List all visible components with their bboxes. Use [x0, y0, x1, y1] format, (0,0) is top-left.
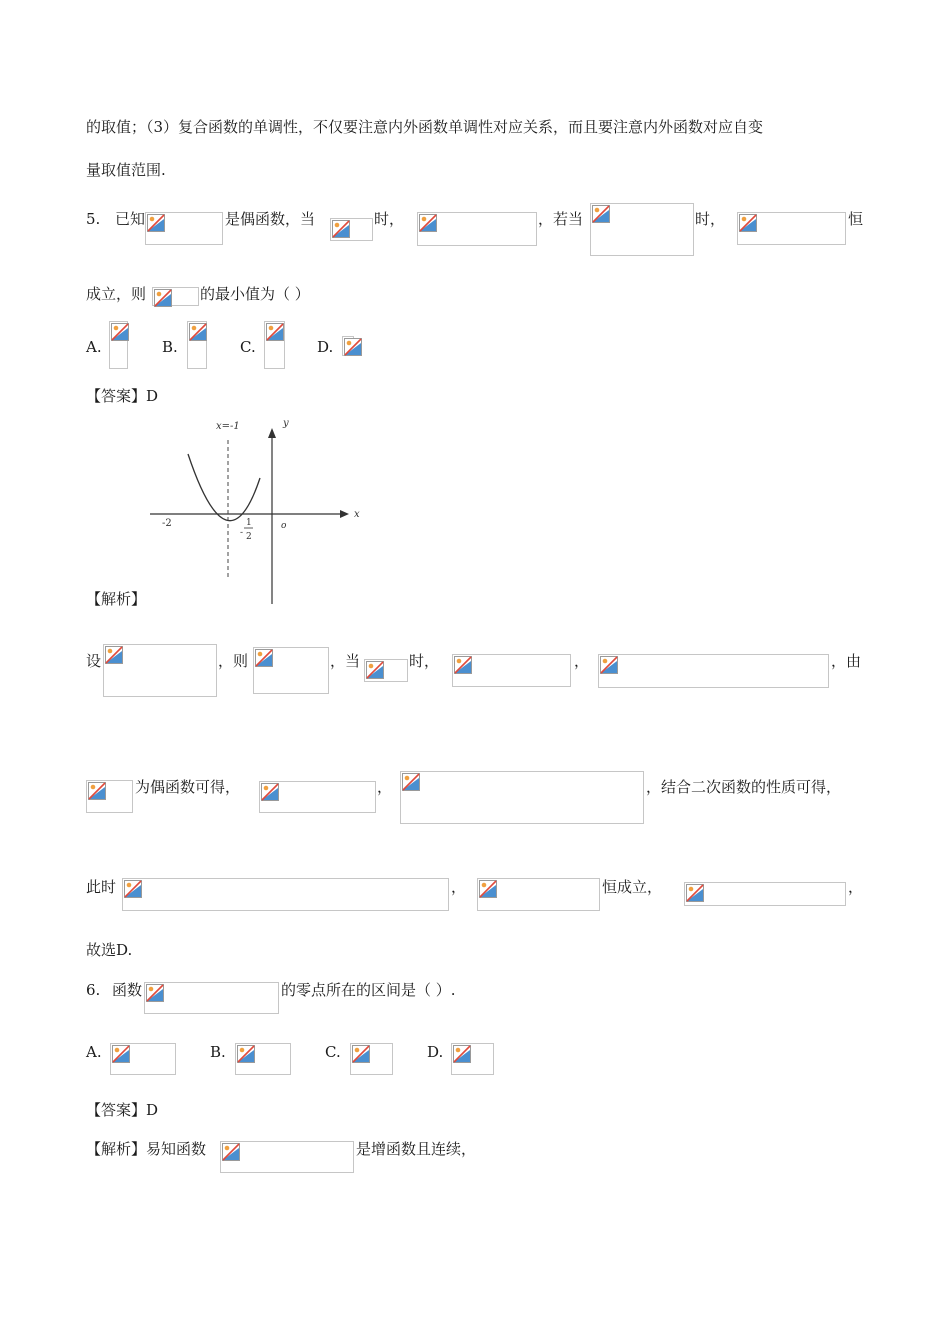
broken-image-icon: [344, 338, 362, 356]
formula-image: [737, 212, 846, 245]
option-d: D.: [427, 1043, 444, 1061]
broken-image-icon: [124, 880, 142, 898]
broken-image-icon: [88, 782, 106, 800]
analysis-text: ，当: [330, 652, 361, 670]
broken-image-icon: [332, 220, 350, 238]
analysis-text: 是增函数且连续，: [356, 1140, 477, 1158]
analysis-text: ，则: [218, 652, 249, 670]
intro-line-2: 量取值范围.: [86, 161, 166, 179]
formula-image: [400, 771, 644, 824]
formula-image: [350, 1043, 393, 1075]
q5-text: 已知: [115, 210, 146, 228]
q6-text: 函数: [112, 981, 143, 999]
formula-image: [590, 203, 694, 256]
answer-line: 【答案】D: [86, 1101, 159, 1119]
analysis-text: 设: [86, 652, 102, 670]
y-axis-label: y: [283, 418, 289, 429]
broken-image-icon: [105, 646, 123, 664]
formula-image: [417, 212, 537, 246]
option-b: B.: [210, 1043, 226, 1061]
q5-text: 是偶函数，当: [225, 210, 316, 228]
formula-image: [122, 878, 449, 911]
function-graph: [150, 418, 365, 608]
analysis-text: 时，: [409, 652, 440, 670]
origin-label: o: [281, 521, 287, 531]
conclusion-line: 故选D.: [86, 941, 133, 959]
q5-text: 恒: [848, 210, 864, 228]
formula-image: [220, 1141, 354, 1173]
broken-image-icon: [366, 661, 384, 679]
tick-label-denominator: 2: [246, 532, 252, 542]
formula-image: [86, 780, 133, 813]
formula-image: [259, 781, 376, 813]
x-axis-arrow: [340, 510, 349, 518]
formula-image: [264, 321, 285, 369]
analysis-text: ，: [377, 778, 393, 796]
analysis-label: 【解析】: [86, 590, 147, 608]
formula-image: [235, 1043, 291, 1075]
answer-line: 【答案】D: [86, 387, 159, 405]
tick-label-neg2: -2: [162, 518, 172, 529]
broken-image-icon: [419, 214, 437, 232]
broken-image-icon: [222, 1143, 240, 1161]
formula-image: [110, 1043, 176, 1075]
broken-image-icon: [147, 214, 165, 232]
option-a: A.: [86, 338, 102, 356]
broken-image-icon: [154, 289, 172, 307]
broken-image-icon: [592, 205, 610, 223]
formula-image: [144, 982, 279, 1014]
formula-image: [330, 218, 373, 241]
formula-image: [109, 321, 128, 369]
q5-text: 时，: [695, 210, 726, 228]
formula-image: [253, 647, 329, 694]
broken-image-icon: [112, 1045, 130, 1063]
broken-image-icon: [453, 1045, 471, 1063]
analysis-text: 恒成立，: [602, 878, 663, 896]
broken-image-icon: [686, 884, 704, 902]
q5-number: 5.: [86, 210, 101, 228]
option-a: A.: [86, 1043, 102, 1061]
option-c: C.: [240, 338, 256, 356]
option-d: D.: [317, 338, 334, 356]
option-b: B.: [162, 338, 178, 356]
q5-text: 的最小值为（ ）: [200, 285, 310, 303]
y-axis-arrow: [268, 428, 276, 438]
broken-image-icon: [454, 656, 472, 674]
analysis-text: ，: [574, 652, 590, 670]
analysis-text: ，: [848, 878, 864, 896]
q5-text: 时，: [374, 210, 405, 228]
broken-image-icon: [261, 783, 279, 801]
broken-image-icon: [352, 1045, 370, 1063]
broken-image-icon: [146, 984, 164, 1002]
formula-image: [477, 878, 600, 911]
broken-image-icon: [255, 649, 273, 667]
formula-image: [451, 1043, 494, 1075]
broken-image-icon: [479, 880, 497, 898]
analysis-text: ，由: [831, 652, 862, 670]
broken-image-icon: [402, 773, 420, 791]
tick-label-minus: -: [240, 528, 244, 538]
formula-image: [145, 212, 223, 245]
formula-image: [598, 654, 829, 688]
q6-number: 6.: [86, 981, 101, 999]
broken-image-icon: [111, 323, 129, 341]
analysis-text: ，结合二次函数的性质可得，: [646, 778, 842, 796]
option-c: C.: [325, 1043, 341, 1061]
intro-line-1: 的取值；（3）复合函数的单调性，不仅要注意内外函数单调性对应关系，而且要注意内外函数对应自变: [86, 118, 764, 136]
analysis-text: 【解析】易知函数: [86, 1140, 207, 1158]
formula-image: [684, 882, 846, 906]
broken-image-icon: [739, 214, 757, 232]
parabola-curve: [188, 454, 260, 521]
broken-image-icon: [237, 1045, 255, 1063]
q5-text: ，若当: [538, 210, 584, 228]
analysis-text: ，: [451, 878, 467, 896]
formula-image: [364, 659, 408, 682]
q5-text: 成立，则: [86, 285, 147, 303]
analysis-text: 为偶函数可得，: [135, 778, 241, 796]
formula-image: [152, 287, 199, 306]
broken-image-icon: [189, 323, 207, 341]
formula-image: [103, 644, 217, 697]
broken-image-icon: [266, 323, 284, 341]
x-axis-label: x: [354, 509, 360, 520]
broken-image-icon: [600, 656, 618, 674]
formula-image: [187, 321, 207, 369]
analysis-text: 此时: [86, 878, 117, 896]
tick-label-numerator: 1: [246, 518, 252, 528]
formula-image: [342, 336, 354, 356]
q6-text: 的零点所在的区间是（ ）.: [281, 981, 456, 999]
formula-image: [452, 654, 571, 687]
asymptote-label: x=-1: [216, 421, 240, 432]
